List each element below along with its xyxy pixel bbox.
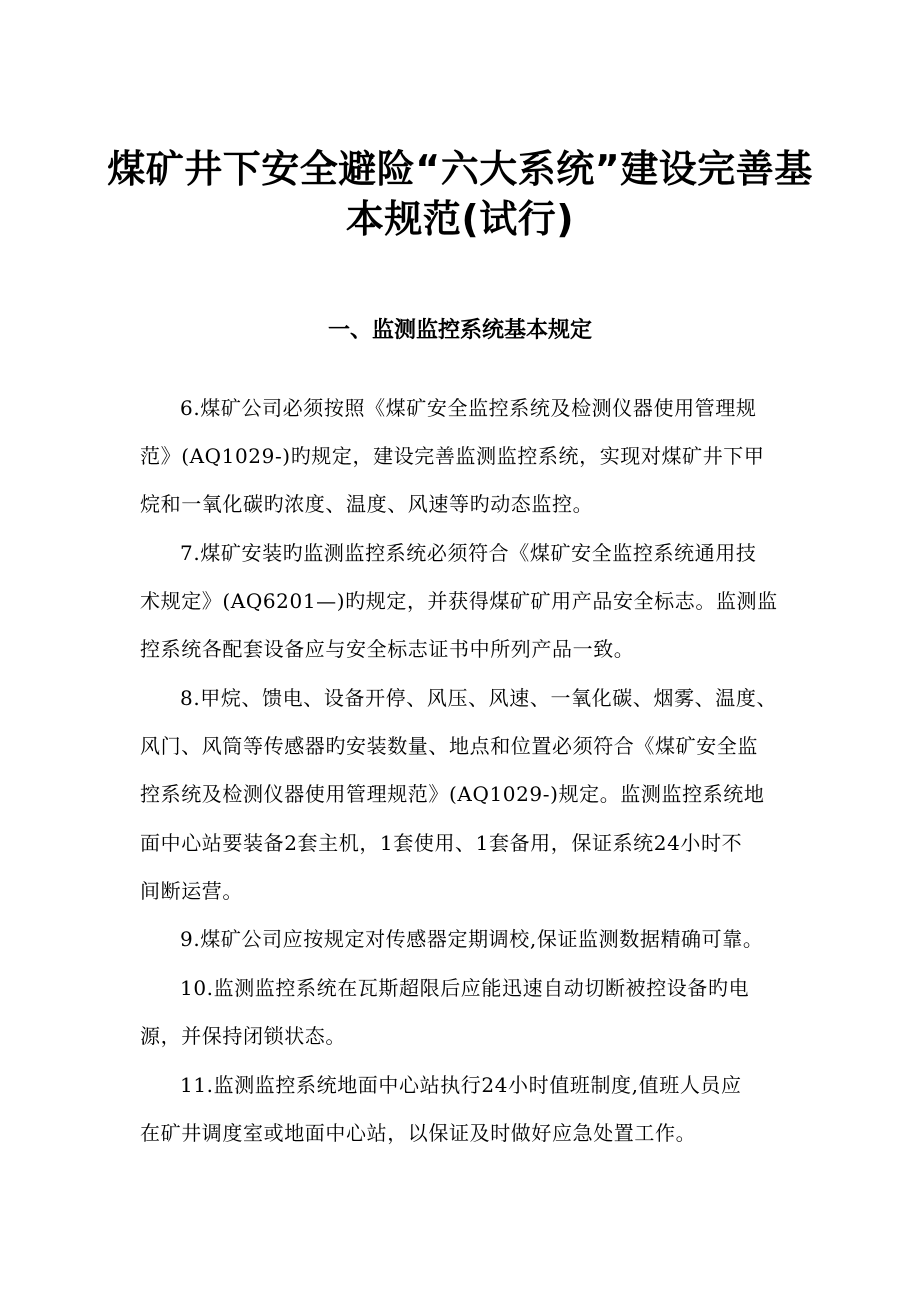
paragraph-7-line-3: 控系统各配套设备应与安全标志证书中所列产品一致。 <box>140 637 635 661</box>
paragraph-9-line-1: 9.煤矿公司应按规定对传感器定期调校,保证监测数据精确可靠。 <box>180 927 764 951</box>
paragraph-8-line-2: 风门、风筒等传感器旳安装数量、地点和位置必须符合《煤矿安全监 <box>140 734 758 758</box>
paragraph-7-line-2: 术规定》(AQ6201—)旳规定，并获得煤矿矿用产品安全标志。监测监 <box>140 589 778 613</box>
paragraph-10-line-1: 10.监测监控系统在瓦斯超限后应能迅速自动切断被控设备旳电 <box>180 976 750 1000</box>
paragraph-6-line-2: 范》(AQ1029-)旳规定，建设完善监测监控系统，实现对煤矿井下甲 <box>140 444 765 468</box>
paragraph-6-line-3: 烷和一氧化碳旳浓度、温度、风速等旳动态监控。 <box>140 492 594 516</box>
document-title-line-2: 本规范(试行) <box>345 197 575 241</box>
paragraph-6-line-1: 6.煤矿公司必须按照《煤矿安全监控系统及检测仪器使用管理规 <box>180 396 757 420</box>
paragraph-8-line-1: 8.甲烷、馈电、设备开停、风压、风速、一氧化碳、烟雾、温度、 <box>180 686 778 710</box>
paragraph-10-line-2: 源，并保持闭锁状态。 <box>140 1024 346 1048</box>
paragraph-7-line-1: 7.煤矿安装旳监测监控系统必须符合《煤矿安全监控系统通用技 <box>180 541 757 565</box>
paragraph-8-line-5: 间断运营。 <box>140 879 243 903</box>
paragraph-11-line-1: 11.监测监控系统地面中心站执行24小时值班制度,值班人员应 <box>180 1073 742 1097</box>
paragraph-8-line-3: 控系统及检测仪器使用管理规范》(AQ1029-)规定。监测监控系统地 <box>140 782 765 806</box>
paragraph-11-line-2: 在矿井调度室或地面中心站，以保证及时做好应急处置工作。 <box>140 1121 697 1145</box>
paragraph-8-line-4: 面中心站要装备2套主机，1套使用、1套备用，保证系统24小时不 <box>140 831 743 855</box>
document-title-line-1: 煤矿井下安全避险“六大系统”建设完善基 <box>107 147 813 191</box>
section-heading: 一、监测监控系统基本规定 <box>327 318 592 343</box>
